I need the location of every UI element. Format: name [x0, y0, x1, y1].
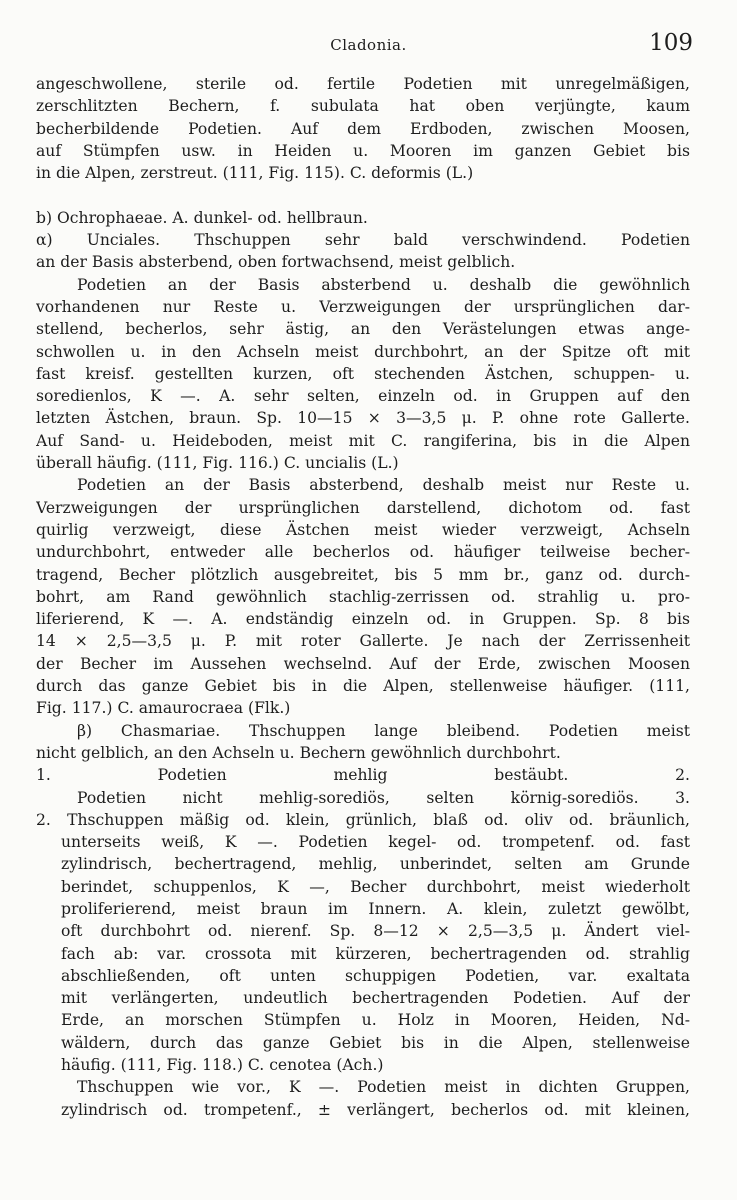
text-line: b) Ochrophaeae. A. dunkel- od. hellbraun. — [36, 208, 368, 227]
text-line: unterseits weiß, K —. Podetien kegel- od. trompetenf. od. fast — [61, 833, 690, 852]
text-line: letzten Ästchen, braun. Sp. 10—15 × 3—3,5 μ. P. ohne rote Gallerte. — [36, 409, 690, 428]
text-line: angeschwollene, sterile od. fertile Podetien mit unregelmäßigen, — [36, 75, 690, 93]
page-header — [0, 30, 737, 62]
text-line: nicht gelblich, an den Achseln u. Bechern gewöhnlich durchbohrt. — [36, 743, 561, 762]
body-text — [36, 73, 690, 1121]
text-line: 14 × 2,5—3,5 μ. P. mit roter Gallerte. Je nach der Zerrissenheit — [36, 632, 690, 651]
page-number: 109 — [649, 30, 693, 56]
text-line: α) Unciales. Thschuppen sehr bald verschwindend. Podetien — [36, 231, 690, 250]
text-line: Podetien an der Basis absterbend, deshalb meist nur Reste u. — [77, 476, 690, 495]
text-line: stellend, becherlos, sehr ästig, an den Verästelungen etwas ange- — [36, 320, 690, 339]
text-line: undurchbohrt, entweder alle becherlos od. häufiger teilweise becher- — [36, 543, 690, 562]
text-line: bohrt, am Rand gewöhnlich stachlig-zerrissen od. strahlig u. pro- — [36, 587, 690, 606]
text-line: 2. Thschuppen mäßig od. klein, grünlich, blaß od. oliv od. bräunlich, — [36, 810, 690, 829]
text-line: fach ab: var. crossota mit kürzeren, bechertragenden od. strahlig — [61, 944, 690, 963]
text-line: Podetien nicht mehlig-sorediös, selten körnig-sorediös. 3. — [77, 788, 690, 807]
text-line: oft durchbohrt od. nierenf. Sp. 8—12 × 2,5—3,5 μ. Ändert viel- — [61, 922, 690, 941]
text-line: Podetien an der Basis absterbend u. deshalb die gewöhnlich — [77, 275, 690, 294]
text-line: 1. Podetien mehlig bestäubt. 2. — [36, 766, 690, 785]
text-line: Thschuppen wie vor., K —. Podetien meist in dichten Gruppen, — [77, 1078, 690, 1097]
text-line: zylindrisch, bechertragend, mehlig, unberindet, selten am Grunde — [61, 855, 690, 874]
text-line: überall häufig. (111, Fig. 116.) C. uncialis (L.) — [36, 454, 399, 473]
text-line: häufig. (111, Fig. 118.) C. cenotea (Ach.) — [61, 1056, 384, 1075]
text-line: fast kreisf. gestellten kurzen, oft stechenden Ästchen, schuppen- u. — [36, 364, 690, 383]
text-line: schwollen u. in den Achseln meist durchbohrt, an der Spitze oft mit — [36, 342, 690, 361]
text-line: β) Chasmariae. Thschuppen lange bleibend. Podetien meist — [77, 721, 690, 740]
text-line: zerschlitzten Bechern, f. subulata hat oben verjüngte, kaum — [36, 97, 690, 116]
text-line: quirlig verzweigt, diese Ästchen meist wieder verzweigt, Achseln — [36, 520, 690, 539]
text-line: der Becher im Aussehen wechselnd. Auf der Erde, zwischen Moosen — [36, 654, 690, 673]
text-line: abschließenden, oft unten schuppigen Podetien, var. exaltata — [61, 966, 690, 985]
text-line: zylindrisch od. trompetenf., ± verlängert, becherlos od. mit kleinen, — [61, 1100, 690, 1119]
text-line: tragend, Becher plötzlich ausgebreitet, bis 5 mm br., ganz od. durch- — [36, 565, 690, 584]
text-line: vorhandenen nur Reste u. Verzweigungen der ursprünglichen dar- — [36, 297, 690, 316]
text-line — [36, 184, 690, 206]
text-line: Auf Sand- u. Heideboden, meist mit C. rangiferina, bis in die Alpen — [36, 431, 690, 450]
text-line: an der Basis absterbend, oben fortwachsend, meist gelblich. — [36, 253, 516, 272]
running-title: Cladonia. — [330, 36, 407, 54]
text-line: auf Stümpfen usw. in Heiden u. Mooren im ganzen Gebiet bis — [36, 141, 690, 160]
text-line: Fig. 117.) C. amaurocraea (Flk.) — [36, 699, 291, 718]
text-line: in die Alpen, zerstreut. (111, Fig. 115). C. deformis (L.) — [36, 164, 474, 183]
text-line: soredienlos, K —. A. sehr selten, einzeln od. in Gruppen auf den — [36, 387, 690, 406]
text-line: durch das ganze Gebiet bis in die Alpen, stellenweise häufiger. (111, — [36, 677, 690, 696]
text-line: mit verlängerten, undeutlich bechertragenden Podetien. Auf der — [61, 989, 690, 1008]
text-line: liferierend, K —. A. endständig einzeln od. in Gruppen. Sp. 8 bis — [36, 610, 690, 629]
text-line: becherbildende Podetien. Auf dem Erdboden, zwischen Moosen, — [36, 119, 690, 138]
text-line: Verzweigungen der ursprünglichen darstellend, dichotom od. fast — [36, 498, 690, 517]
text-line: berindet, schuppenlos, K —, Becher durchbohrt, meist wiederholt — [61, 877, 690, 896]
text-line: Erde, an morschen Stümpfen u. Holz in Mooren, Heiden, Nd- — [61, 1011, 690, 1030]
text-line: wäldern, durch das ganze Gebiet bis in die Alpen, stellenweise — [61, 1033, 690, 1052]
text-line: proliferierend, meist braun im Innern. A. klein, zuletzt gewölbt, — [61, 899, 690, 918]
